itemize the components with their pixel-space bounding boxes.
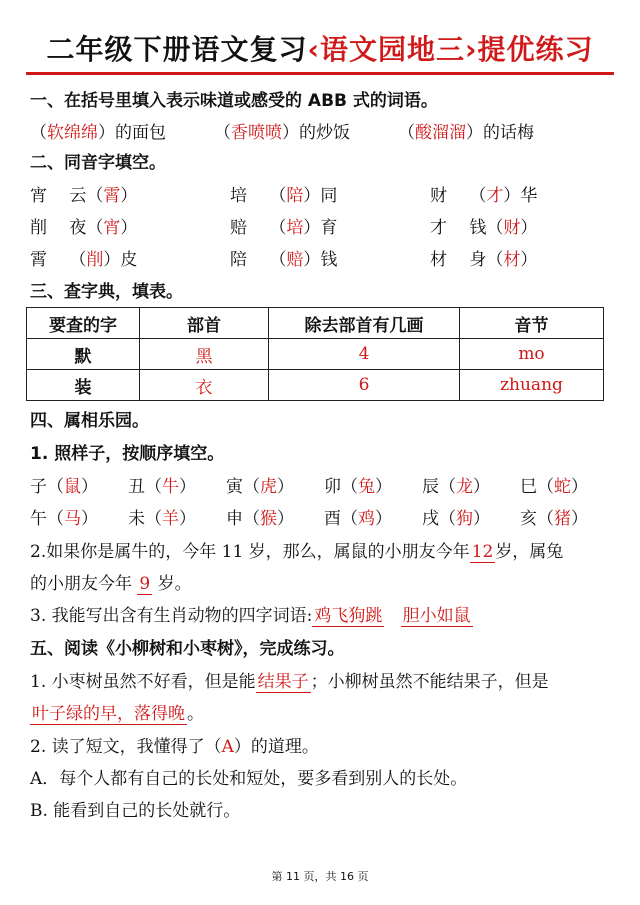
table-cell: 默	[27, 339, 140, 370]
section4-heading: 四、属相乐园。	[30, 411, 149, 431]
section3-heading: 三、查字典，填表。	[30, 282, 183, 302]
section5-heading: 五、阅读《小柳树和小枣树》，完成练习。	[30, 639, 345, 659]
answer-blank: 胆小如鼠	[402, 606, 471, 626]
section2-heading: 二、同音字填空。	[30, 153, 166, 173]
section5-q1-line1: 1. 小枣树虽然不好看，但是能 结果子 ；小柳树虽然不能结果子，但是	[30, 672, 549, 692]
zodiac-item: 子（鼠）	[30, 477, 98, 497]
homophone-item: 削 夜（宵）	[30, 218, 138, 238]
table-header: 除去部首有几画	[269, 308, 460, 339]
section5-q1-line2: 叶子绿的早，落得晚 。	[32, 704, 204, 724]
homophone-item: 才 钱（财）	[430, 218, 538, 238]
homophone-item: 霄 （削）皮	[30, 250, 138, 270]
answer-blank: 12	[471, 542, 494, 562]
zodiac-item: 亥（猪）	[520, 509, 588, 529]
title-rule	[26, 72, 614, 75]
homophone-item: 陪 （赔）钱	[230, 250, 338, 270]
section4-q3: 3. 我能写出含有生肖动物的四字词语: 鸡飞狗跳 胆小如鼠	[30, 606, 471, 626]
answer-blank: 鸡飞狗跳	[314, 606, 383, 626]
table-row	[27, 370, 604, 401]
table-cell: 装	[27, 370, 140, 401]
table-cell: mo	[460, 339, 604, 370]
zodiac-item: 申（猴）	[226, 509, 294, 529]
zodiac-item: 午（马）	[30, 509, 98, 529]
zodiac-item: 酉（鸡）	[324, 509, 392, 529]
section4-q2-line1: 2.如果你是属牛的，今年 11 岁，那么，属鼠的小朋友今年 12 岁，属兔	[30, 542, 564, 562]
table-header: 要查的字	[27, 308, 140, 339]
option-a: A．每个人都有自己的长处和短处，要多看到别人的长处。	[30, 769, 468, 789]
zodiac-item: 辰（龙）	[422, 477, 490, 497]
zodiac-item: 巳（蛇）	[520, 477, 588, 497]
zodiac-item: 戌（狗）	[422, 509, 490, 529]
abb-item-3: （酸溜溜）的话梅	[398, 123, 534, 143]
table-header: 部首	[140, 308, 269, 339]
table-row	[27, 339, 604, 370]
zodiac-item: 未（羊）	[128, 509, 196, 529]
homophone-item: 财 （才）华	[430, 186, 538, 206]
page-footer: 第 11 页，共 16 页	[271, 870, 369, 883]
homophone-item: 材 身（材）	[430, 250, 538, 270]
section4-q2-line2: 的小朋友今年 9 岁。	[30, 574, 192, 594]
abb-item-1: （软绵绵）的面包	[30, 123, 166, 143]
dictionary-table	[26, 307, 604, 401]
answer-blank: 结果子	[257, 672, 309, 692]
table-cell: zhuang	[460, 370, 604, 401]
zodiac-item: 丑（牛）	[128, 477, 196, 497]
section5-q2: 2. 读了短文，我懂得了（A）的道理。	[30, 737, 319, 757]
section1-heading: 一、在括号里填入表示味道或感受的 ABB 式的词语。	[30, 91, 438, 111]
abb-item-2: （香喷喷）的炒饭	[214, 123, 350, 143]
table-header-row	[27, 308, 604, 339]
option-b: B. 能看到自己的长处就行。	[30, 801, 241, 821]
answer-blank: 叶子绿的早，落得晚	[32, 704, 185, 724]
homophone-item: 培 （陪）同	[230, 186, 338, 206]
table-cell: 4	[269, 339, 460, 370]
table-cell: 衣	[140, 370, 269, 401]
homophone-item: 宵 云（霄）	[30, 186, 138, 206]
answer-blank: 9	[139, 574, 151, 594]
table-cell: 6	[269, 370, 460, 401]
homophone-item: 赔 （培）育	[230, 218, 338, 238]
zodiac-item: 卯（兔）	[324, 477, 392, 497]
zodiac-item: 寅（虎）	[226, 477, 294, 497]
section4-q1: 1. 照样子，按顺序填空。	[30, 444, 225, 464]
table-header: 音节	[460, 308, 604, 339]
table-cell: 黑	[140, 339, 269, 370]
page-title: 二年级下册语文复习‹语文园地三›提优练习	[46, 33, 594, 66]
